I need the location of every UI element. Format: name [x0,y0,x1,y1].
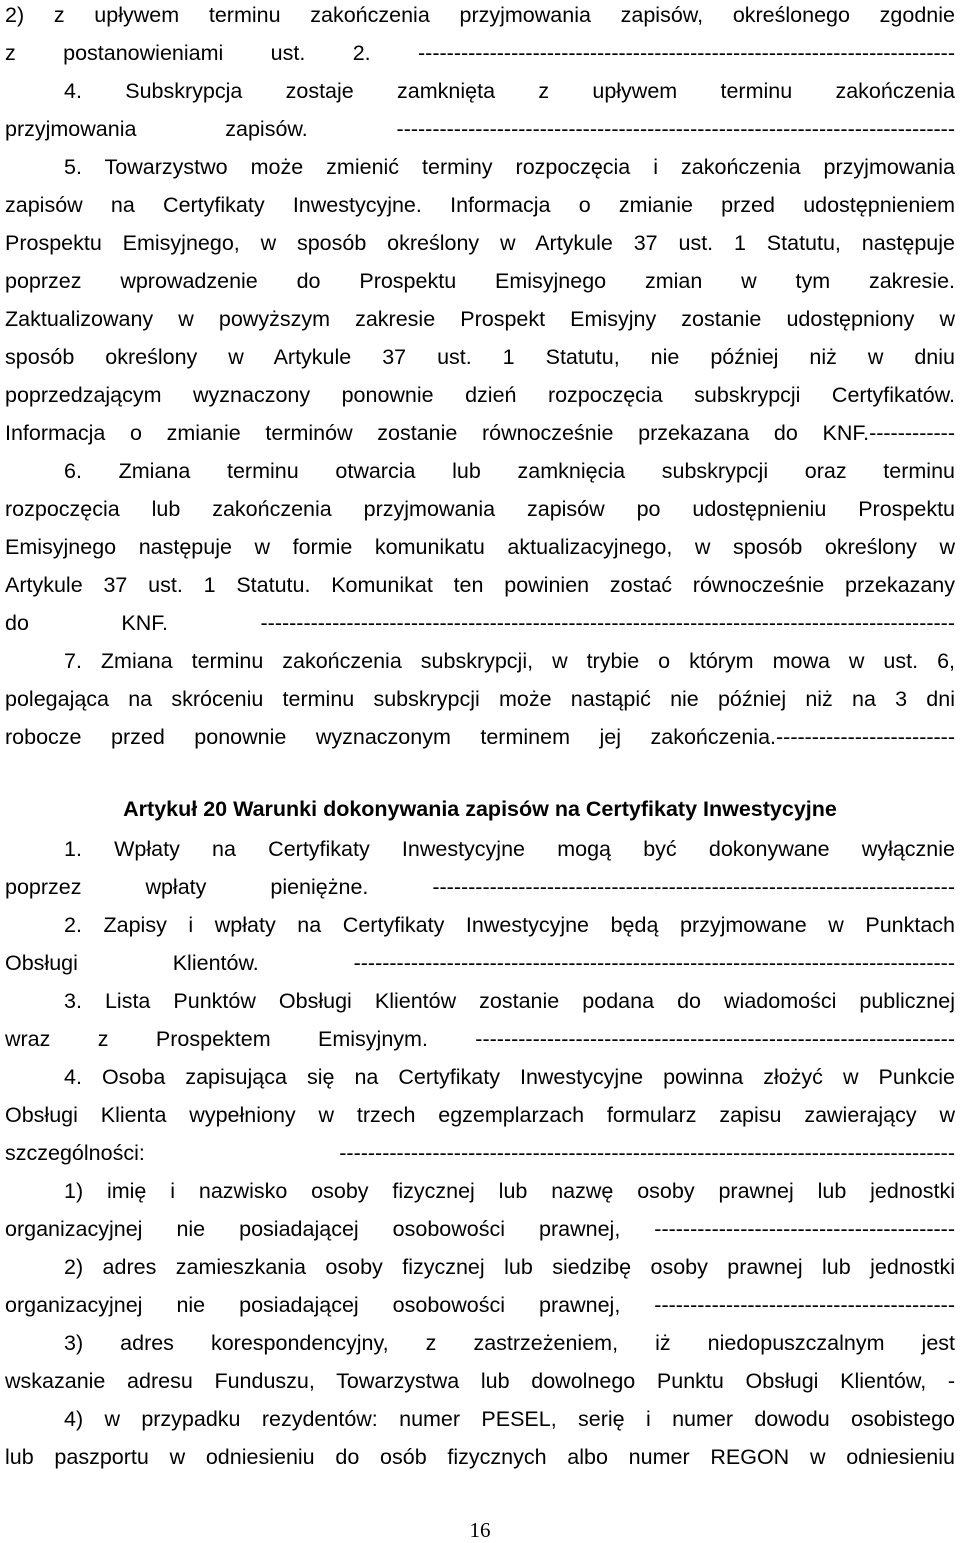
text-line: Prospektu Emisyjnego, w sposób określony w Artykule 37 ust. 1 Statutu, następuje [5,231,955,255]
text-line: 4. Osoba zapisująca się na Certyfikaty Inwestycyjne powinna złożyć w Punkcie [64,1065,955,1089]
text-line: sposób określony w Artykule 37 ust. 1 Statutu, nie później niż w dniu [5,345,955,369]
text-line: organizacyjnej nie posiadającej osobowości prawnej, ------------------------------------------ [5,1217,955,1241]
text-line: 1) imię i nazwisko osoby fizycznej lub nazwę osoby prawnej lub jednostki [64,1179,955,1203]
text-line: 1. Wpłaty na Certyfikaty Inwestycyjne mogą być dokonywane wyłącznie [64,837,955,861]
text-line: 3. Lista Punktów Obsługi Klientów zostanie podana do wiadomości publicznej [64,989,955,1013]
text-line: Obsługi Klientów. ------------------------------------------------------------------------------------ [5,951,955,975]
text-line: 2. Zapisy i wpłaty na Certyfikaty Inwestycyjne będą przyjmowane w Punktach [64,913,955,937]
page-number: 16 [469,1518,491,1542]
text-line: Artykule 37 ust. 1 Statutu. Komunikat ten powinien zostać równocześnie przekazany [5,573,955,597]
text-line: do KNF. ------------------------------------------------------------------------------------------------- [5,611,955,635]
text-line: wraz z Prospektem Emisyjnym. ------------------------------------------------------------------- [5,1027,955,1051]
text-line: 5. Towarzystwo może zmienić terminy rozpoczęcia i zakończenia przyjmowania [64,155,955,179]
text-line: Informacja o zmianie terminów zostanie równocześnie przekazana do KNF.------------ [5,421,955,445]
text-line: polegająca na skróceniu terminu subskrypcji może nastąpić nie później niż na 3 dni [5,687,955,711]
text-line: rozpoczęcia lub zakończenia przyjmowania zapisów po udostępnieniu Prospektu [5,497,955,521]
text-line: Zaktualizowany w powyższym zakresie Prospekt Emisyjny zostanie udostępniony w [5,307,955,331]
text-line: 3) adres korespondencyjny, z zastrzeżeniem, iż niedopuszczalnym jest [64,1331,955,1355]
text-line: lub paszportu w odniesieniu do osób fizycznych albo numer REGON w odniesieniu [5,1445,955,1469]
text-line: 2) z upływem terminu zakończenia przyjmowania zapisów, określonego zgodnie [5,3,955,27]
text-line: poprzedzającym wyznaczony ponownie dzień rozpoczęcia subskrypcji Certyfikatów. [5,383,955,407]
text-line: Obsługi Klienta wypełniony w trzech egzemplarzach formularz zapisu zawierający w [5,1103,955,1127]
text-line: Emisyjnego następuje w formie komunikatu aktualizacyjnego, w sposób określony w [5,535,955,559]
text-line: przyjmowania zapisów. ------------------------------------------------------------------------------ [5,117,955,141]
text-line: organizacyjnej nie posiadającej osobowości prawnej, ------------------------------------------ [5,1293,955,1317]
text-line: 4. Subskrypcja zostaje zamknięta z upływem terminu zakończenia [64,79,955,103]
text-line: 2) adres zamieszkania osoby fizycznej lub siedzibę osoby prawnej lub jednostki [64,1255,955,1279]
text-line: robocze przed ponownie wyznaczonym terminem jej zakończenia.------------------------- [5,725,955,749]
text-line: poprzez wprowadzenie do Prospektu Emisyjnego zmian w tym zakresie. [5,269,955,293]
text-line: 7. Zmiana terminu zakończenia subskrypcji, w trybie o którym mowa w ust. 6, [64,649,955,673]
text-line: z postanowieniami ust. 2. --------------------------------------------------------------------------- [5,41,955,65]
text-line: wskazanie adresu Funduszu, Towarzystwa lub dowolnego Punktu Obsługi Klientów, - [5,1369,955,1393]
text-line: poprzez wpłaty pieniężne. ------------------------------------------------------------------------- [5,875,955,899]
text-line: 6. Zmiana terminu otwarcia lub zamknięcia subskrypcji oraz terminu [64,459,955,483]
text-line: zapisów na Certyfikaty Inwestycyjne. Informacja o zmianie przed udostępnieniem [5,193,955,217]
text-line: 4) w przypadku rezydentów: numer PESEL, serię i numer dowodu osobistego [64,1407,955,1431]
text-line: szczególności: -------------------------------------------------------------------------------------- [5,1141,955,1165]
article-heading: Artykuł 20 Warunki dokonywania zapisów na Certyfikaty Inwestycyjne [123,797,837,821]
